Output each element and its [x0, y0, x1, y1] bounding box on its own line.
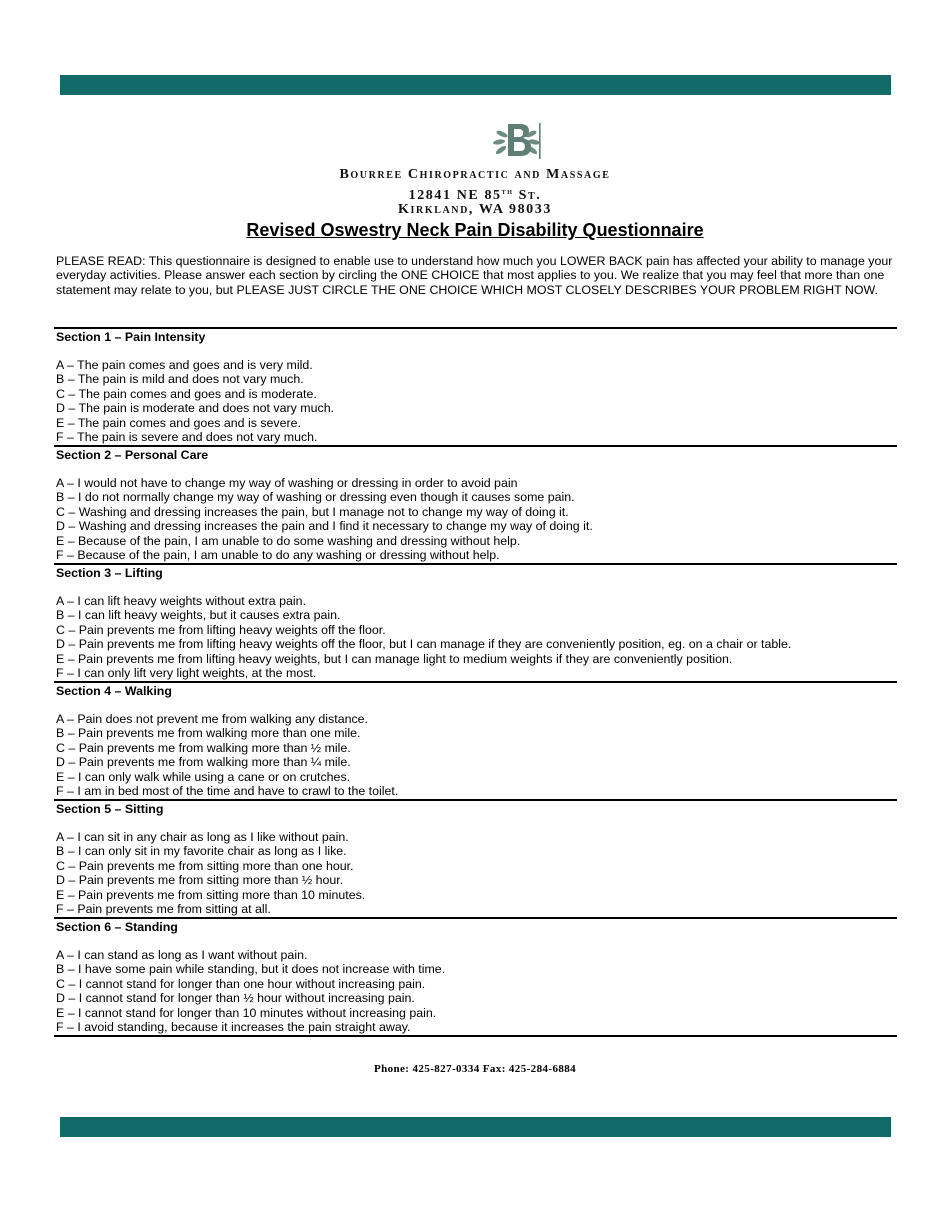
instructions-paragraph: PLEASE READ: This questionnaire is designed to enable use to understand how much you LOWER BACK pain has affected your ability to manage your everyday activities. Please answer each section by circling the ONE CHOICE that most applies to you. We realize that you may feel that more than one statement may relate to you, but PLEASE JUST CIRCLE THE ONE CHOICE WHICH MOST CLOSELY DESCRIBES YOUR PROBLEM RIGHT NOW. — [56, 254, 893, 297]
answer-option[interactable]: C – Washing and dressing increases the pain, but I manage not to change my way of doing it. — [56, 504, 569, 519]
answer-option[interactable]: B – I do not normally change my way of washing or dressing even though it causes some pain. — [56, 490, 575, 505]
clinic-name: Bourree Chiropractic and Massage — [339, 167, 611, 182]
answer-option[interactable]: D – I cannot stand for longer than ½ hour without increasing pain. — [56, 991, 415, 1006]
answer-option[interactable]: E – Pain prevents me from sitting more than 10 minutes. — [56, 887, 366, 902]
answer-option[interactable]: F – Because of the pain, I am unable to do any washing or dressing without help. — [56, 548, 500, 563]
section-heading: Section 6 – Standing — [56, 920, 178, 934]
answer-option[interactable]: E – Pain prevents me from lifting heavy weights, but I can manage light to medium weights if they are conveniently position. — [56, 651, 733, 666]
answer-option[interactable]: A – I can stand as long as I want without pain. — [56, 948, 308, 962]
section-sitting — [54, 799, 897, 916]
answer-option[interactable]: A – Pain does not prevent me from walking any distance. — [56, 712, 369, 726]
answer-option[interactable]: B – I can lift heavy weights, but it causes extra pain. — [56, 608, 341, 623]
answer-option[interactable]: B – The pain is mild and does not vary much. — [56, 372, 304, 387]
answer-option[interactable]: C – The pain comes and goes and is moderate. — [56, 386, 317, 401]
answer-option[interactable]: C – Pain prevents me from walking more than ½ mile. — [56, 740, 351, 755]
answer-option[interactable]: F – The pain is severe and does not vary much. — [56, 430, 318, 445]
section-heading: Section 3 – Lifting — [56, 566, 163, 580]
answer-option[interactable]: D – The pain is moderate and does not vary much. — [56, 401, 335, 416]
answer-option[interactable]: E – I can only walk while using a cane or on crutches. — [56, 769, 351, 784]
answer-option[interactable]: D – Pain prevents me from lifting heavy weights off the floor, but I can manage if they are conveniently position, eg. on a chair or table. — [56, 637, 792, 652]
section-pain-intensity — [54, 327, 897, 444]
answer-option[interactable]: F – Pain prevents me from sitting at all. — [56, 902, 271, 917]
answer-option[interactable]: D – Washing and dressing increases the pain and I find it necessary to change my way of doing it. — [56, 519, 593, 534]
answer-option[interactable]: B – I can only sit in my favorite chair as long as I like. — [56, 844, 347, 859]
answer-option[interactable]: A – I would not have to change my way of washing or dressing in order to avoid pain — [56, 476, 518, 490]
answer-option[interactable]: F – I avoid standing, because it increases the pain straight away. — [56, 1020, 411, 1035]
section-standing — [54, 917, 897, 1034]
answer-option[interactable]: E – The pain comes and goes and is severe. — [56, 415, 301, 430]
section-personal-care — [54, 445, 897, 562]
answer-option[interactable]: A – I can sit in any chair as long as I like without pain. — [56, 830, 349, 844]
section-heading: Section 4 – Walking — [56, 684, 172, 698]
section-walking — [54, 681, 897, 798]
section-heading: Section 2 – Personal Care — [56, 448, 209, 462]
answer-option[interactable]: C – I cannot stand for longer than one hour without increasing pain. — [56, 976, 426, 991]
answer-option[interactable]: F – I can only lift very light weights, at the most. — [56, 666, 317, 681]
answer-option[interactable]: D – Pain prevents me from walking more than ¼ mile. — [56, 755, 351, 770]
section-divider — [54, 1035, 897, 1037]
clinic-monogram-logo-icon — [492, 120, 544, 162]
answer-option[interactable]: E – I cannot stand for longer than 10 minutes without increasing pain. — [56, 1005, 437, 1020]
answer-option[interactable]: B – I have some pain while standing, but it does not increase with time. — [56, 962, 446, 977]
section-lifting — [54, 563, 897, 680]
answer-option[interactable]: D – Pain prevents me from sitting more than ½ hour. — [56, 873, 344, 888]
answer-option[interactable]: E – Because of the pain, I am unable to do some washing and dressing without help. — [56, 533, 521, 548]
top-banner-bar — [60, 75, 891, 95]
section-heading: Section 5 – Sitting — [56, 802, 164, 816]
clinic-street-address: 12841 NE 85th St. — [408, 187, 542, 203]
answer-option[interactable]: A – The pain comes and goes and is very mild. — [56, 358, 313, 372]
bottom-banner-bar — [60, 1117, 891, 1137]
answer-option[interactable]: B – Pain prevents me from walking more than one mile. — [56, 726, 361, 741]
contact-footer: Phone: 425-827-0334 Fax: 425-284-6884 — [373, 1063, 577, 1075]
answer-option[interactable]: A – I can lift heavy weights without extra pain. — [56, 594, 307, 608]
answer-option[interactable]: C – Pain prevents me from sitting more than one hour. — [56, 858, 354, 873]
answer-option[interactable]: F – I am in bed most of the time and have to crawl to the toilet. — [56, 784, 399, 799]
answer-option[interactable]: C – Pain prevents me from lifting heavy weights off the floor. — [56, 622, 386, 637]
page-title: Revised Oswestry Neck Pain Disability Questionnaire — [246, 220, 704, 240]
section-heading: Section 1 – Pain Intensity — [56, 330, 206, 344]
clinic-city: Kirkland, WA 98033 — [398, 202, 552, 217]
